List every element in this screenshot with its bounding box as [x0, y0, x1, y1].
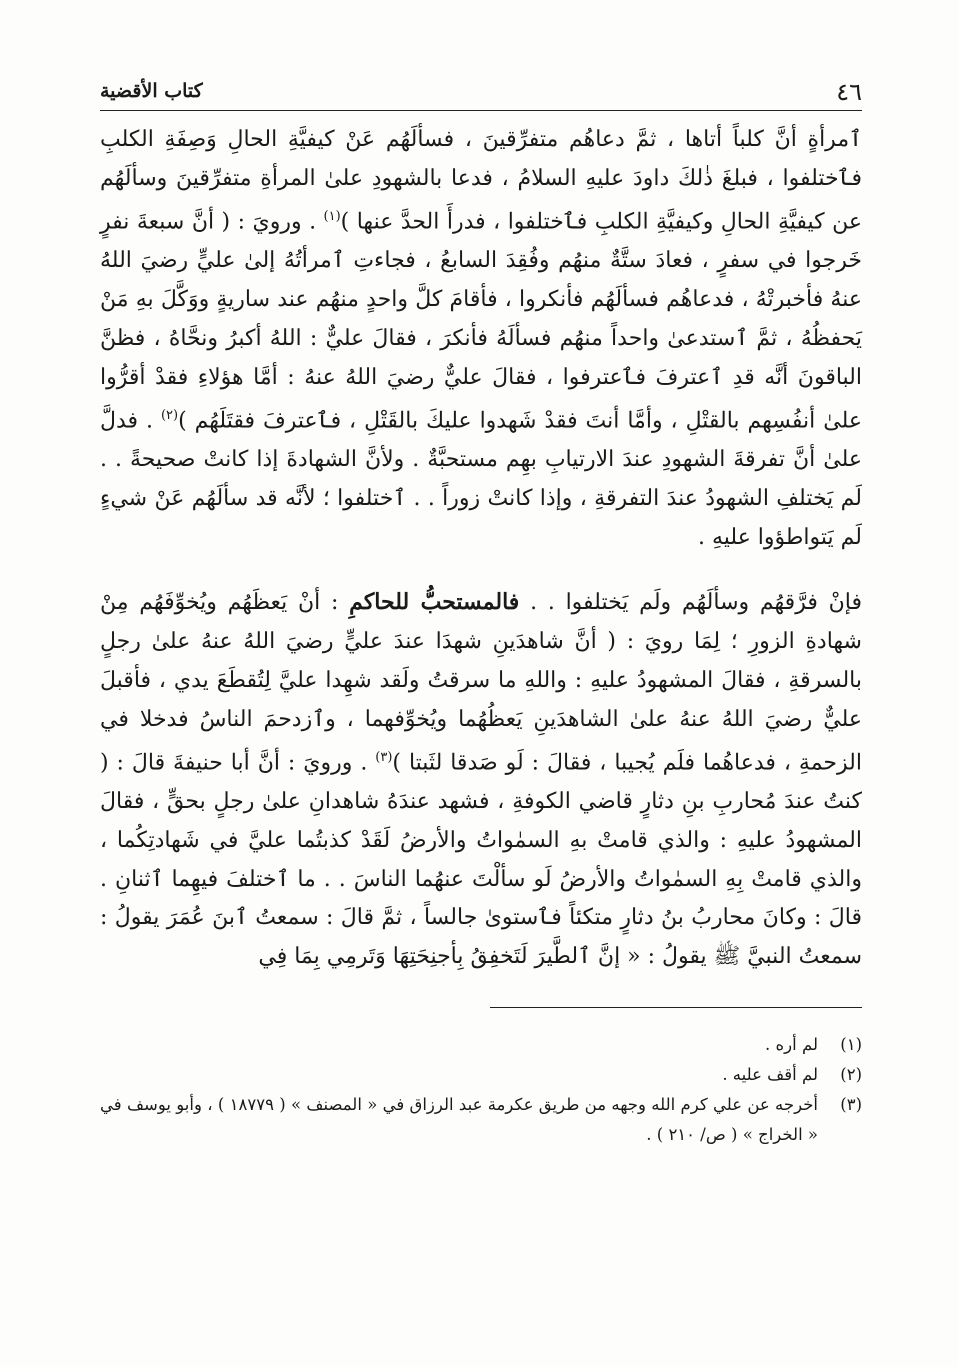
paragraph-2-text: فإنْ فرَّقهُم وسألَهُم ولَم يَختلفوا . .: [519, 590, 862, 616]
paragraph-2-text-2: : أنْ يَعظَهُم ويُخوِّفَهُم مِنْ شهادةِ الزورِ ؛ لِمَا رويَ : ( أنَّ شاهدَينِ شهدَا عندَ عليٍّ رضيَ اللهُ عنهُ علىٰ رجلٍ بالسرقةِ ، فقالَ المشهودُ عليهِ : واللهِ ما سرقتُ ولَقد شهِدا عليَّ لِتُقطَعَ يدي ، فأقبلَ عليٌّ رضيَ اللهُ عنهُ علىٰ الشاهدَينِ يَعظُهُما ويُخوِّفهما ، وٱزدحمَ الناسُ فدخلا في الزحمةِ ، فدعاهُما فلَم يُجيبا ، فقالَ : لَو صَدقا لثَبتا ): [100, 590, 862, 776]
footnote-number: (٢): [840, 1064, 862, 1084]
paragraph-1-text-3: . فدلَّ علىٰ أنَّ تفرقةَ الشهودِ عندَ الارتيابِ بهِم مستحبَّةٌ . ولأنَّ الشهادةَ إذا كانتْ صحيحةً . . لَم يَختلفِ الشهودُ عندَ التفرقةِ ، وإذا كانتْ زوراً . . ٱختلفوا ؛ لأنَّه قد سألَهُم عَنْ شيءٍ لَم يَتواطؤوا عليهِ .: [100, 408, 862, 550]
footnote-number: (٣): [840, 1094, 862, 1114]
footnote-text: لم أقف عليه .: [722, 1064, 818, 1084]
footnote-ref-2[interactable]: (٢): [160, 408, 179, 424]
paragraph-2-text-3: . ورويَ : أنَّ أبا حنيفةَ قالَ : ( كنتُ عندَ مُحاربِ بنِ دثارٍ قاضي الكوفةِ ، فشهد عندَهُ شاهدانِ علىٰ رجلٍ بحقٍّ ، فقالَ المشهودُ عليهِ : والذي قامتْ بهِ السمٰواتُ والأرضُ لَقَدْ كذبتُما عليَّ في شَهادتِكُما ، والذي قامتْ بِهِ السمٰواتُ والأرضُ لَو سألْتَ عنهُما الناسَ . . ما ٱختلفَ فيهِما ٱثنانِ . قالَ : وكانَ محاربُ بنُ دثارٍ متكئاً فٱستوىٰ جالساً ، ثمَّ قالَ : سمعتُ ٱبنَ عُمَرَ يقولُ : سمعتُ النبيَّ ﷺ يقولُ : « إنَّ ٱلطَّيرَ لَتَخفِقُ بِأجنِحَتِهَا وَتَرمِي بِمَا فِي: [100, 750, 862, 970]
page-number: ٤٦: [836, 78, 862, 106]
paragraph-1: [100, 121, 862, 557]
footnote-3: [100, 1090, 862, 1150]
footnote-separator: [490, 1007, 862, 1008]
paragraph-1-text: ٱمرأةٍ أنَّ كلباً أتاها ، ثمَّ دعاهُم متفرِّقينَ ، فسألَهُم عَنْ كيفيَّةِ الحالِ وَصِفَةِ الكلبِ فٱختلفوا ، فبلغَ ذٰلكَ داودَ عليهِ السلامُ ، فدعا بالشهودِ علىٰ المرأةِ متفرِّقينَ وسألَهُم عن كيفيَّةِ الحالِ وكيفيَّةِ الكلبِ فٱختلفوا ، فدرأَ الحدَّ عنها ): [100, 127, 862, 235]
footnotes: [100, 1030, 862, 1150]
footnote-ref-3[interactable]: (٣): [375, 750, 393, 766]
document-page: [100, 78, 862, 1150]
paragraph-2-bold: فالمستحبُّ للحاكمِ: [349, 589, 520, 616]
running-title: كتاب الأقضية: [100, 80, 203, 102]
footnote-text: أخرجه عن علي كرم الله وجهه من طريق عكرمة عبد الرزاق في « المصنف » ( ١٨٧٧٩ ) ، وأبو يوسف في « الخراج » ( ص/ ٢١٠ ) .: [100, 1094, 818, 1144]
page-header: [100, 78, 862, 111]
footnote-2: [100, 1060, 862, 1090]
paragraph-2: [100, 583, 862, 976]
paragraph-1-text-2: . ورويَ : ( أنَّ سبعةَ نفرٍ خَرجوا في سفرٍ ، فعادَ ستَّةٌ منهُم وفُقِدَ السابعُ ، فجاءتِ ٱمرأتُهُ إلىٰ عليٍّ رضيَ اللهُ عنهُ فأخبرتْهُ ، فدعاهُم فسألَهُم فأنكروا ، فأقامَ كلَّ واحدٍ منهُم عند ساريةٍ ووَكَّلَ بهِ مَنْ يَحفظُهُ ، ثمَّ ٱستدعىٰ واحداً منهُم فسألَهُ فأنكرَ ، فقالَ عليٌّ : اللهُ أكبرُ ونحَّاهُ ، فظنَّ الباقونَ أنَّه قدِ ٱعترفَ فٱعترفوا ، فقالَ عليٌّ رضيَ اللهُ عنهُ : أمَّا هؤلاءِ فقدْ أقرُّوا علىٰ أنفُسِهم بالقتْلِ ، وأمَّا أنتَ فقدْ شَهدوا عليكَ بالقَتْلِ ، فٱعترفَ فقتَلَهُم ): [100, 209, 862, 434]
footnote-text: لم أره .: [765, 1034, 818, 1054]
footnote-number: (١): [840, 1034, 862, 1054]
footnote-1: [100, 1030, 862, 1060]
footnote-ref-1[interactable]: (١): [323, 209, 341, 225]
